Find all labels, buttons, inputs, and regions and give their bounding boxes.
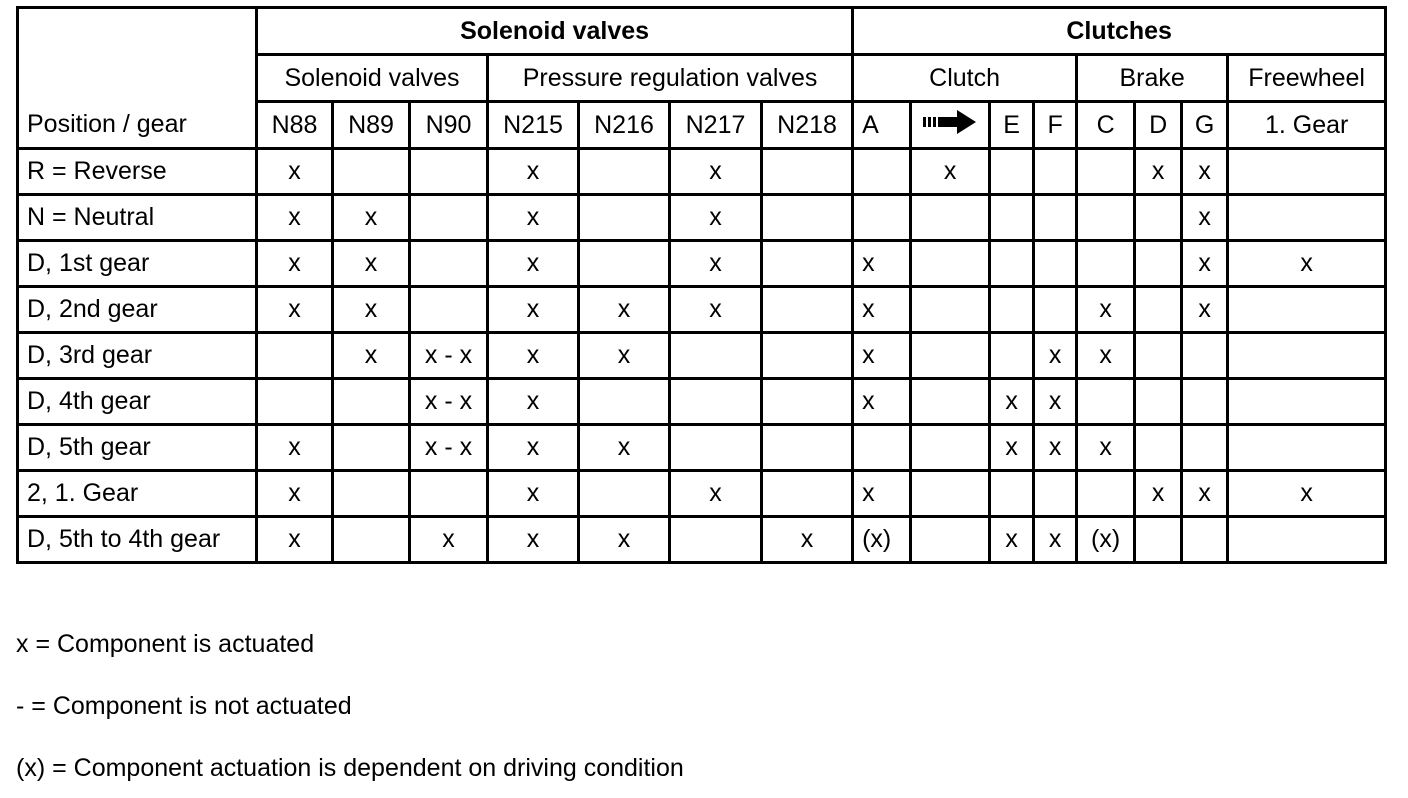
table-cell: [1077, 471, 1135, 517]
corner-label: Position / gear: [27, 110, 187, 138]
table-cell: x: [257, 195, 333, 241]
table-cell: x - x: [410, 379, 488, 425]
table-cell: x: [257, 287, 333, 333]
group-header-row: [18, 8, 1386, 55]
column-header-arrow: [911, 102, 990, 149]
table-cell: x: [488, 195, 579, 241]
table-cell: [1228, 195, 1386, 241]
table-cell: [579, 471, 670, 517]
table-cell: [410, 149, 488, 195]
table-cell: [1228, 379, 1386, 425]
table-cell: x: [257, 517, 333, 563]
table-cell: x: [1077, 287, 1135, 333]
table-cell: [762, 149, 853, 195]
table-cell: x: [990, 379, 1034, 425]
table-cell: [990, 333, 1034, 379]
table-cell: x: [488, 287, 579, 333]
table-cell: x - x: [410, 333, 488, 379]
table-cell: x: [488, 149, 579, 195]
table-body: [18, 8, 1386, 563]
table-cell: x: [1228, 471, 1386, 517]
table-cell: x: [488, 333, 579, 379]
table-cell: [853, 149, 911, 195]
table-cell: x: [579, 425, 670, 471]
table-cell: [670, 333, 762, 379]
table-cell: [579, 195, 670, 241]
table-cell: x: [1034, 517, 1077, 563]
column-header-g: G: [1182, 102, 1228, 149]
table-cell: (x): [853, 517, 911, 563]
row-label: D, 4th gear: [18, 379, 257, 425]
table-cell: (x): [1077, 517, 1135, 563]
table-cell: x: [670, 241, 762, 287]
table-cell: [333, 379, 410, 425]
sub-header-pressure-regulation-valves: Pressure regulation valves: [488, 55, 853, 102]
bold-arrow-right-icon: [923, 109, 977, 142]
table-cell: [990, 287, 1034, 333]
table-cell: x: [1034, 333, 1077, 379]
table-cell: [1135, 425, 1182, 471]
table-cell: [1077, 195, 1135, 241]
legend-not-actuated: - = Component is not actuated: [16, 692, 352, 720]
table-cell: [257, 379, 333, 425]
row-label: D, 3rd gear: [18, 333, 257, 379]
table-cell: x: [670, 471, 762, 517]
sub-header-freewheel: Freewheel: [1228, 55, 1386, 102]
table-cell: x: [990, 425, 1034, 471]
table-cell: [1228, 287, 1386, 333]
table-cell: [1228, 425, 1386, 471]
table-cell: x: [257, 471, 333, 517]
table-cell: [911, 425, 990, 471]
group-header-clutches: Clutches: [853, 8, 1386, 55]
table-cell: x: [488, 241, 579, 287]
table-cell: x: [1135, 471, 1182, 517]
table-cell: [1135, 379, 1182, 425]
table-cell: [762, 241, 853, 287]
table-cell: x: [488, 379, 579, 425]
column-header-d: D: [1135, 102, 1182, 149]
table-cell: [257, 333, 333, 379]
column-header-e: E: [990, 102, 1034, 149]
table-cell: x: [257, 149, 333, 195]
table-cell: [579, 149, 670, 195]
table-cell: x: [670, 149, 762, 195]
row-label: D, 1st gear: [18, 241, 257, 287]
table-cell: [990, 195, 1034, 241]
row-label: D, 5th to 4th gear: [18, 517, 257, 563]
table-cell: [410, 471, 488, 517]
table-cell: x - x: [410, 425, 488, 471]
table-cell: x: [853, 287, 911, 333]
table-cell: x: [333, 287, 410, 333]
table-row: [18, 241, 1386, 287]
table-cell: [1135, 241, 1182, 287]
table-row: [18, 379, 1386, 425]
table-cell: x: [1228, 241, 1386, 287]
table-cell: [1182, 425, 1228, 471]
table-cell: [762, 195, 853, 241]
table-cell: [333, 149, 410, 195]
table-cell: [1034, 149, 1077, 195]
table-cell: [1077, 241, 1135, 287]
table-row: [18, 149, 1386, 195]
table-cell: [1135, 287, 1182, 333]
table-cell: [670, 379, 762, 425]
table-cell: x: [1182, 471, 1228, 517]
table-cell: x: [853, 379, 911, 425]
table-cell: [911, 195, 990, 241]
table-cell: x: [333, 241, 410, 287]
table-cell: [762, 333, 853, 379]
legend-actuated: x = Component is actuated: [16, 630, 315, 658]
table-cell: x: [579, 517, 670, 563]
row-label: N = Neutral: [18, 195, 257, 241]
table-cell: [853, 195, 911, 241]
table-row: [18, 425, 1386, 471]
table-cell: x: [488, 517, 579, 563]
table-cell: [762, 425, 853, 471]
table-cell: [990, 471, 1034, 517]
row-label: D, 2nd gear: [18, 287, 257, 333]
table-row: [18, 471, 1386, 517]
table-cell: x: [333, 333, 410, 379]
group-header-solenoid-valves: Solenoid valves: [257, 8, 853, 55]
table-cell: [1034, 471, 1077, 517]
table-cell: [762, 287, 853, 333]
table-cell: [911, 517, 990, 563]
table-cell: [990, 241, 1034, 287]
table-cell: x: [1034, 425, 1077, 471]
table-cell: x: [488, 425, 579, 471]
table-row: [18, 195, 1386, 241]
table-cell: [579, 379, 670, 425]
table-cell: x: [762, 517, 853, 563]
column-header-n89: N89: [333, 102, 410, 149]
table-cell: x: [1077, 333, 1135, 379]
legend-conditional: (x) = Component actuation is dependent on driving condition: [16, 754, 684, 782]
table-cell: x: [579, 333, 670, 379]
table-cell: [911, 241, 990, 287]
table-cell: x: [1182, 195, 1228, 241]
column-header-1-gear: 1. Gear: [1228, 102, 1386, 149]
table-cell: x: [1182, 241, 1228, 287]
table-cell: x: [1182, 287, 1228, 333]
table-cell: [410, 287, 488, 333]
table-row: [18, 287, 1386, 333]
table-cell: [410, 195, 488, 241]
column-header-n216: N216: [579, 102, 670, 149]
table-cell: [410, 241, 488, 287]
table-cell: x: [990, 517, 1034, 563]
table-cell: [1228, 333, 1386, 379]
sub-header-solenoid-valves: Solenoid valves: [257, 55, 488, 102]
gear-actuation-table: [16, 6, 1387, 564]
sub-header-clutch: Clutch: [853, 55, 1077, 102]
column-header-n88: N88: [257, 102, 333, 149]
table-cell: [853, 425, 911, 471]
table-cell: [333, 517, 410, 563]
row-label: D, 5th gear: [18, 425, 257, 471]
table-cell: x: [853, 333, 911, 379]
table-cell: [911, 333, 990, 379]
table-cell: [911, 287, 990, 333]
table-row: [18, 517, 1386, 563]
table-cell: [911, 471, 990, 517]
table-cell: [670, 425, 762, 471]
table-cell: [579, 241, 670, 287]
row-label: R = Reverse: [18, 149, 257, 195]
table-cell: x: [257, 425, 333, 471]
table-cell: [1228, 149, 1386, 195]
column-header-n90: N90: [410, 102, 488, 149]
table-cell: x: [257, 241, 333, 287]
column-header-n218: N218: [762, 102, 853, 149]
table-cell: [1077, 149, 1135, 195]
table-row: [18, 333, 1386, 379]
table-cell: x: [670, 287, 762, 333]
table-cell: x: [488, 471, 579, 517]
table-cell: [333, 471, 410, 517]
table-cell: [1034, 195, 1077, 241]
table-cell: [1135, 195, 1182, 241]
table-cell: [990, 149, 1034, 195]
table-cell: x: [1077, 425, 1135, 471]
table-cell: [1135, 333, 1182, 379]
table-cell: [1182, 517, 1228, 563]
column-header-n215: N215: [488, 102, 579, 149]
sub-header-brake: Brake: [1077, 55, 1228, 102]
column-header-a: A: [853, 102, 911, 149]
column-header-c: C: [1077, 102, 1135, 149]
row-label: 2, 1. Gear: [18, 471, 257, 517]
table-cell: x: [670, 195, 762, 241]
table-cell: [1182, 379, 1228, 425]
table-cell: x: [1135, 149, 1182, 195]
column-header-f: F: [1034, 102, 1077, 149]
table-cell: x: [333, 195, 410, 241]
table-cell: x: [853, 471, 911, 517]
table-cell: [1182, 333, 1228, 379]
table-cell: [1077, 379, 1135, 425]
table-cell: [333, 425, 410, 471]
table-cell: x: [1182, 149, 1228, 195]
table-cell: x: [579, 287, 670, 333]
column-header-n217: N217: [670, 102, 762, 149]
corner-header-cell: [18, 8, 257, 149]
table-cell: [1034, 241, 1077, 287]
table-cell: [1135, 517, 1182, 563]
table-cell: x: [853, 241, 911, 287]
table-cell: [1228, 517, 1386, 563]
table-cell: [1034, 287, 1077, 333]
table-cell: x: [911, 149, 990, 195]
table-cell: x: [410, 517, 488, 563]
table-cell: [762, 471, 853, 517]
table-cell: [762, 379, 853, 425]
table-cell: [670, 517, 762, 563]
table-cell: [911, 379, 990, 425]
table-cell: x: [1034, 379, 1077, 425]
